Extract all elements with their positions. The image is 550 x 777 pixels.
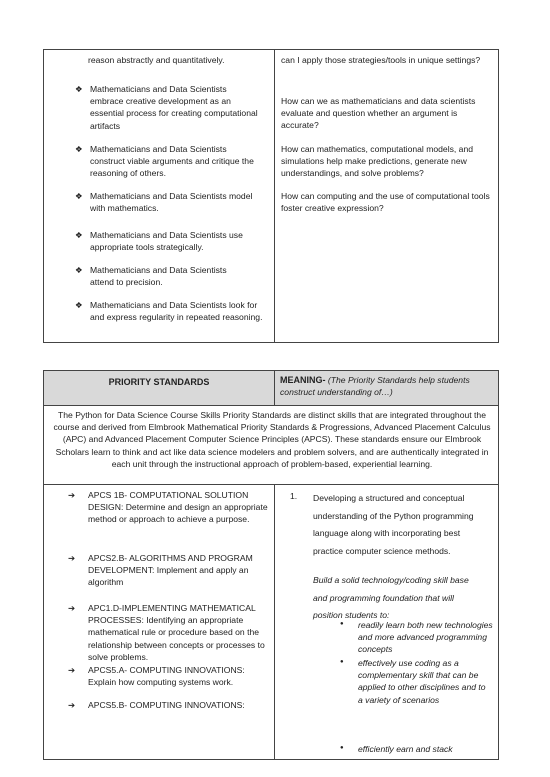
- top-right-item-1: How can we as mathematicians and data scientists evaluate and question whether an argument is accurate?: [281, 96, 476, 131]
- top-left-item-2: Mathematicians and Data Scientists construct viable arguments and critique the reasoning of others.: [90, 144, 254, 179]
- diamond-bullet-icon: ❖: [75, 300, 83, 310]
- top-left-item-6: Mathematicians and Data Scientists look for and express regularity in repeated reasoning.: [90, 300, 263, 323]
- meaning-bullet-1: effectively use coding as a complementary skill that can be applied to other disciplines and to a variety of scenarios: [358, 658, 486, 705]
- priority-standards-heading: PRIORITY STANDARDS: [108, 377, 210, 387]
- diamond-bullet-icon: ❖: [75, 265, 83, 275]
- meaning-bullet-0: readily learn both new technologies and more advanced programming concepts: [358, 620, 493, 655]
- meaning-italic-text: Build a solid technology/coding skill base and programming foundation that will position students to:: [313, 575, 469, 620]
- dot-bullet-icon: ●: [340, 621, 344, 627]
- diamond-bullet-icon: ❖: [75, 144, 83, 154]
- top-left-item-1: Mathematicians and Data Scientists embrace creative development as an essential process for creating computational artifacts: [90, 84, 258, 131]
- top-right-item-0: can I apply those strategies/tools in unique settings?: [281, 55, 481, 65]
- top-right-item-2: How can mathematics, computational models, and simulations help make predictions, generate new understandings, and solve problems?: [281, 144, 474, 179]
- diamond-bullet-icon: ❖: [75, 84, 83, 94]
- top-right-item-3: How can computing and the use of computational tools foster creative expression?: [281, 191, 490, 214]
- diamond-bullet-icon: ❖: [75, 230, 83, 240]
- meaning-number: 1.: [290, 491, 298, 501]
- meaning-heading-italic: (The Priority Standards help students construct understanding of…): [280, 375, 470, 398]
- standard-item-1: APCS2.B- ALGORITHMS AND PROGRAM DEVELOPMENT: Implement and apply an algorithm: [88, 553, 253, 588]
- meaning-bullet-2: efficiently earn and stack: [358, 744, 453, 754]
- diamond-bullet-icon: ❖: [75, 191, 83, 201]
- arrow-bullet-icon: ➔: [68, 490, 76, 500]
- standard-item-3: APCS5.A- COMPUTING INNOVATIONS: Explain how computing systems work.: [88, 665, 245, 688]
- arrow-bullet-icon: ➔: [68, 553, 76, 563]
- intro-paragraph: The Python for Data Science Course Skills Priority Standards are distinct skills that are integrated throughout the course and derived from Elmbrook Mathematical Priority Standards & Progressions, Advanced Placement Calculus (APC) and Advanced Placement Computer Science Principles (APCS). These standards ensure our Elmbrook Scholars learn to think and act like data science modelers and problem solvers, and are authentically integrated in each unit through the instructional approach of problem-based, experiential learning.: [53, 410, 491, 469]
- top-left-item-4: Mathematicians and Data Scientists use appropriate tools strategically.: [90, 230, 243, 253]
- top-left-item-5: Mathematicians and Data Scientists attend to precision.: [90, 265, 227, 288]
- arrow-bullet-icon: ➔: [68, 603, 76, 613]
- dot-bullet-icon: ●: [340, 745, 344, 751]
- arrow-bullet-icon: ➔: [68, 700, 76, 710]
- meaning-heading-bold: MEANING-: [280, 375, 326, 385]
- dot-bullet-icon: ●: [340, 659, 344, 665]
- meaning-heading: [280, 374, 492, 398]
- meaning-text: Developing a structured and conceptual understanding of the Python programming language along with incorporating best practice computer science methods.: [313, 493, 474, 556]
- standard-item-0: APCS 1B- COMPUTATIONAL SOLUTION DESIGN: Determine and design an appropriate method or approach to achieve a purpose.: [88, 490, 268, 525]
- top-left-item-0: reason abstractly and quantitatively.: [88, 55, 225, 65]
- arrow-bullet-icon: ➔: [68, 665, 76, 675]
- standard-item-4: APCS5.B- COMPUTING INNOVATIONS:: [88, 700, 245, 710]
- top-left-item-3: Mathematicians and Data Scientists model with mathematics.: [90, 191, 253, 214]
- standard-item-2: APC1.D-IMPLEMENTING MATHEMATICAL PROCESSES: Identifying an appropriate mathematical rule or procedure based on the relationship between concepts or processes to solve problems.: [88, 603, 265, 662]
